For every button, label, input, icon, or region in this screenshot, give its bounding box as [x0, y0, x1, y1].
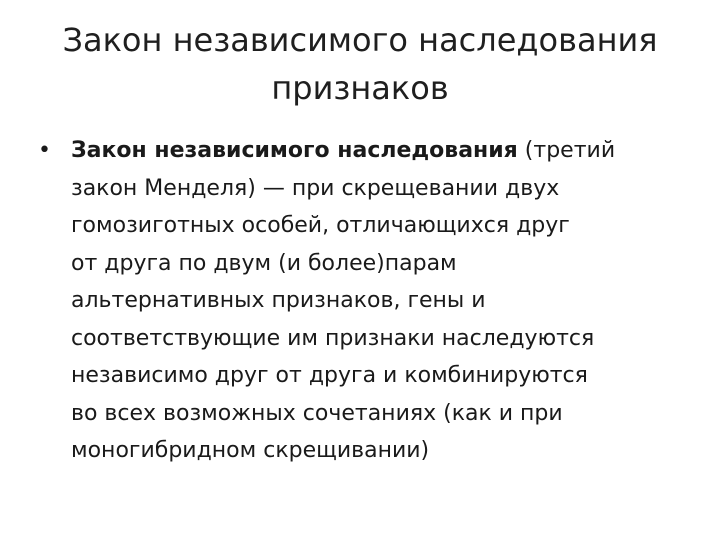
bullet-line-8: во всех возможных сочетаниях (как и при	[71, 400, 563, 426]
bullet-item	[38, 132, 688, 470]
bullet-line-2: закон Менделя) — при скрещевании двух	[71, 175, 560, 201]
bullet-marker: •	[38, 138, 51, 163]
slide-title	[30, 16, 690, 112]
slide-body	[38, 132, 688, 470]
bullet-line-9: моногибридном скрещивании)	[71, 438, 430, 463]
bullet-line-1-rest: (третий	[517, 138, 616, 163]
slide-title-line-1: Закон независимого наследования	[62, 21, 658, 59]
bullet-line-5: альтернативных признаков, гены и	[71, 288, 486, 313]
bullet-line-6: соответствующие им признаки наследуются	[71, 325, 595, 351]
bullet-line-4: от друга по двум (и более)парам	[71, 250, 457, 276]
law-name-bold: Закон независимого наследования	[71, 138, 518, 163]
bullet-line-3: гомозиготных особей, отличающихся друг	[71, 213, 570, 238]
slide-title-line-2: признаков	[271, 69, 449, 107]
bullet-line-7: независимо друг от друга и комбинируются	[71, 363, 588, 388]
bullet-line-1	[71, 132, 688, 170]
bullet-text	[71, 132, 688, 470]
